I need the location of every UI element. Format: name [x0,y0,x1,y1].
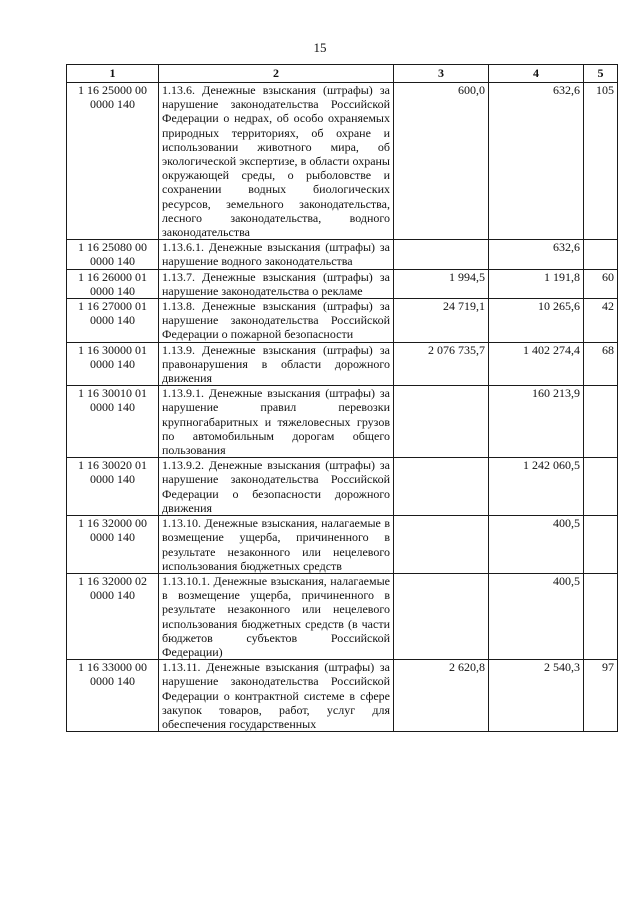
table-row [67,83,618,240]
row-col3-value [394,240,489,269]
row-code: 1 16 33000 00 0000 140 [67,660,159,732]
row-col5-value: 105 [584,83,618,240]
row-description: 1.13.9. Денежные взыскания (штрафы) за правонарушения в области дорожного движения [159,342,394,386]
row-code: 1 16 27000 01 0000 140 [67,299,159,343]
row-code: 1 16 30000 01 0000 140 [67,342,159,386]
row-col3-value: 24 719,1 [394,299,489,343]
header-col-3: 3 [394,65,489,83]
row-col4-value: 160 213,9 [489,386,584,458]
row-code: 1 16 25000 00 0000 140 [67,83,159,240]
header-row [67,65,618,83]
row-code: 1 16 32000 00 0000 140 [67,516,159,574]
row-code: 1 16 26000 01 0000 140 [67,269,159,298]
row-description: 1.13.9.1. Денежные взыскания (штрафы) за нарушение правил перевозки крупногабаритных и тяжеловесных грузов по автомобильным дорогам общего пользования [159,386,394,458]
header-col-5: 5 [584,65,618,83]
table-row [67,660,618,732]
row-col3-value [394,573,489,659]
row-col4-value: 1 402 274,4 [489,342,584,386]
row-description: 1.13.11. Денежные взыскания (штрафы) за нарушение законодательства Российской Федерации о контрактной системе в сфере закупок товаров, работ, услуг для обеспечения государственных [159,660,394,732]
row-col4-value: 400,5 [489,573,584,659]
table-row [67,516,618,574]
row-col3-value [394,386,489,458]
row-code: 1 16 32000 02 0000 140 [67,573,159,659]
row-code: 1 16 30010 01 0000 140 [67,386,159,458]
row-description: 1.13.10. Денежные взыскания, налагаемые в возмещение ущерба, причиненного в результате незаконного или нецелевого использования бюджетных средств [159,516,394,574]
row-col3-value: 2 620,8 [394,660,489,732]
row-description: 1.13.6.1. Денежные взыскания (штрафы) за нарушение водного законодательства [159,240,394,269]
row-col4-value: 2 540,3 [489,660,584,732]
row-col3-value: 1 994,5 [394,269,489,298]
row-code: 1 16 25080 00 0000 140 [67,240,159,269]
row-col5-value [584,573,618,659]
header-col-1: 1 [67,65,159,83]
row-col3-value: 600,0 [394,83,489,240]
row-col5-value [584,240,618,269]
row-description: 1.13.7. Денежные взыскания (штрафы) за нарушение законодательства о рекламе [159,269,394,298]
row-col5-value [584,458,618,516]
row-col5-value: 42 [584,299,618,343]
budget-table [66,64,618,732]
table-row [67,573,618,659]
row-col5-value: 68 [584,342,618,386]
table-row [67,269,618,298]
row-col5-value [584,516,618,574]
row-col4-value: 400,5 [489,516,584,574]
row-col4-value: 632,6 [489,240,584,269]
row-col3-value [394,458,489,516]
row-col5-value: 60 [584,269,618,298]
row-code: 1 16 30020 01 0000 140 [67,458,159,516]
row-description: 1.13.9.2. Денежные взыскания (штрафы) за нарушение законодательства Российской Федерации о безопасности дорожного движения [159,458,394,516]
table-row [67,299,618,343]
table-row [67,458,618,516]
row-col4-value: 632,6 [489,83,584,240]
header-col-4: 4 [489,65,584,83]
page-number: 15 [313,40,327,55]
row-col3-value [394,516,489,574]
header-col-2: 2 [159,65,394,83]
row-description: 1.13.6. Денежные взыскания (штрафы) за нарушение законодательства Российской Федерации о недрах, об особо охраняемых природных территориях, об охране и использовании животного мира, об экологической экспертизе, в области охраны окружающей среды, о рыболовстве и сохранении водных биологических ресурсов, земельного законодательства, лесного законодательства, водного законодательства [159,83,394,240]
row-col5-value [584,386,618,458]
row-col3-value: 2 076 735,7 [394,342,489,386]
row-description: 1.13.10.1. Денежные взыскания, налагаемые в возмещение ущерба, причиненного в результате незаконного или нецелевого использования бюджетных средств (в части бюджетов субъектов Российской Федерации) [159,573,394,659]
row-description: 1.13.8. Денежные взыскания (штрафы) за нарушение законодательства Российской Федерации о пожарной безопасности [159,299,394,343]
row-col4-value: 1 191,8 [489,269,584,298]
row-col4-value: 1 242 060,5 [489,458,584,516]
table-row [67,342,618,386]
row-col4-value: 10 265,6 [489,299,584,343]
row-col5-value: 97 [584,660,618,732]
table-row [67,386,618,458]
table-row [67,240,618,269]
